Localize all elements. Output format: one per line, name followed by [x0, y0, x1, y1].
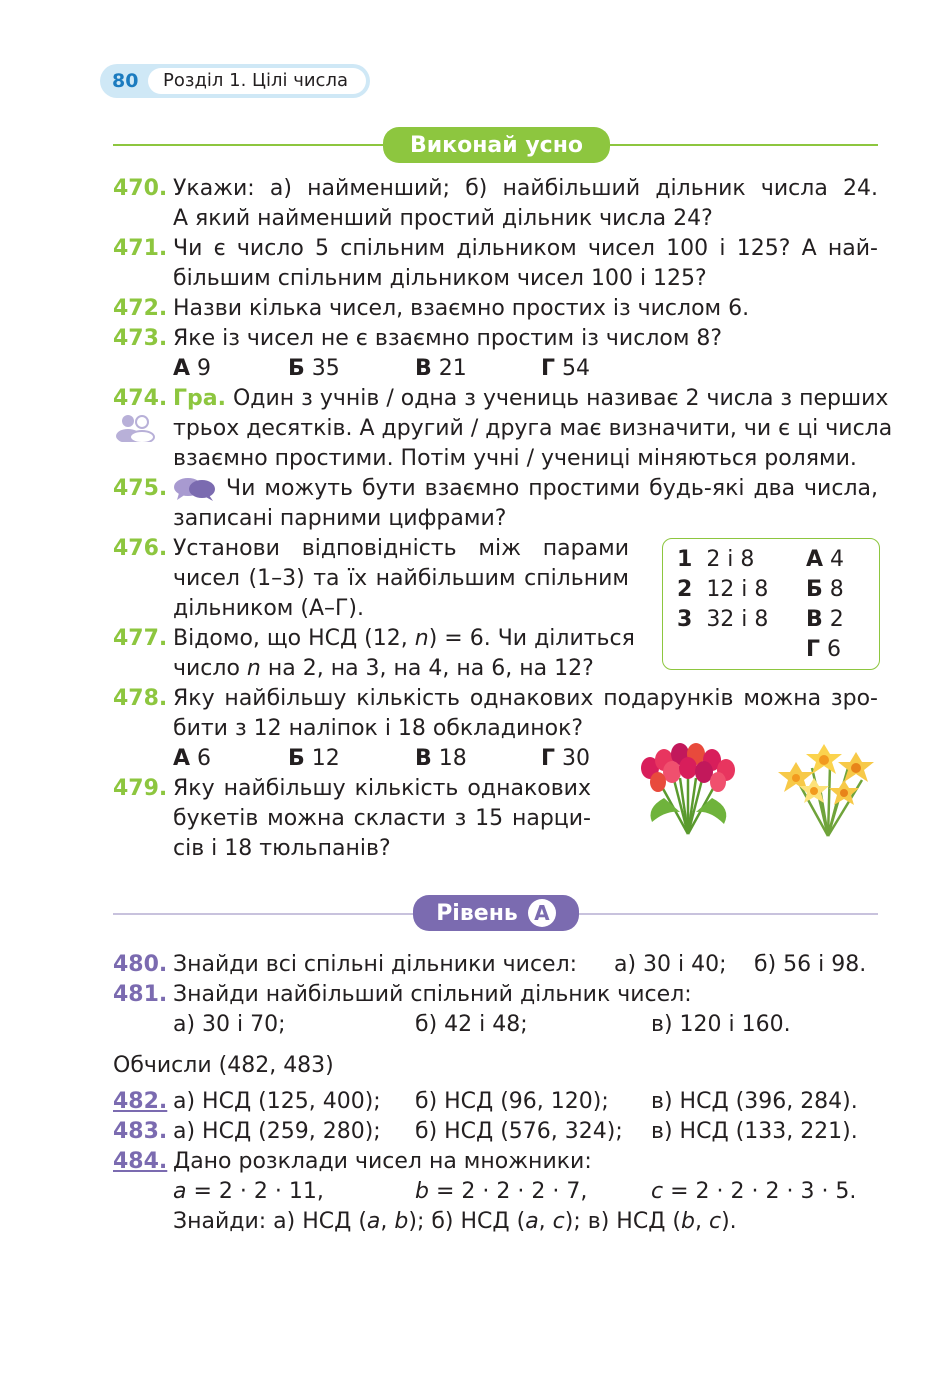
problem-number: 480.: [113, 952, 168, 977]
problem-text: Знайди найбільший спільний дільник чисел:: [173, 982, 692, 1007]
discussion-icon: [173, 477, 217, 501]
problem-text: Назви кілька чисел, взаємно простих із числом 6.: [173, 296, 750, 321]
answer-option: А 9: [173, 356, 212, 381]
problem-number: 472.: [113, 296, 168, 321]
answer-option: Г 54: [541, 356, 591, 381]
problem-part: в) НСД (133, 221).: [651, 1119, 858, 1144]
problem-text: сів і 18 тюльпанів?: [173, 836, 391, 861]
problem-text: Яке із чисел не є взаємно простим із числом 8?: [173, 326, 723, 351]
problem-number: 471.: [113, 236, 168, 261]
problem-text: чисел (1–3) та їх найбільшим спільним: [173, 566, 629, 591]
problem-text: Яку найбільшу кількість однакових подарунків можна зро-: [173, 686, 878, 711]
problem-number: 479.: [113, 776, 168, 801]
match-left-item: 3 32 і 8: [677, 607, 769, 632]
factorization-a: a = 2 · 2 · 11,: [173, 1179, 324, 1204]
problem-number: 482.: [113, 1089, 168, 1114]
problem-text: число n на 2, на 3, на 4, на 6, на 12?: [173, 656, 594, 681]
tulip-bouquet-image: [636, 738, 740, 842]
problem-part: в) НСД (396, 284).: [651, 1089, 858, 1114]
factorization-c: c = 2 · 2 · 2 · 3 · 5.: [651, 1179, 857, 1204]
problem-number: 476.: [113, 536, 168, 561]
problem-part: б) НСД (96, 120);: [415, 1089, 609, 1114]
problem-text: Знайди всі спільні дільники чисел:: [173, 952, 578, 977]
level-badge: А: [528, 899, 556, 927]
match-right-item: А 4: [806, 547, 845, 572]
problem-text: дільником (А–Г).: [173, 596, 364, 621]
match-right-item: Б 8: [806, 577, 844, 602]
problem-part: б) 42 і 48;: [415, 1012, 528, 1037]
answer-option: В 21: [415, 356, 467, 381]
problem-part: б) НСД (576, 324);: [415, 1119, 623, 1144]
problem-text: Чи є число 5 спільним дільником чисел 100 і 125? А най-: [173, 236, 878, 261]
problem-part: а) НСД (259, 280);: [173, 1119, 381, 1144]
problem-text: А який найменший простий дільник числа 24?: [173, 206, 713, 231]
page-number: 80: [112, 70, 139, 92]
problem-text: букетів можна скласти з 15 нарци-: [173, 806, 591, 831]
problem-part: а) НСД (125, 400);: [173, 1089, 381, 1114]
problem-number: 481.: [113, 982, 168, 1007]
daffodil-bouquet-image: [778, 738, 878, 842]
match-left-item: 2 12 і 8: [677, 577, 769, 602]
answer-option: А 6: [173, 746, 212, 771]
answer-option: Б 35: [288, 356, 340, 381]
chapter-title: Розділ 1. Цілі числа: [163, 70, 348, 91]
problem-text: Установи відповідність між парами: [173, 536, 629, 561]
match-left-item: 1 2 і 8: [677, 547, 755, 572]
problem-text: бити з 12 наліпок і 18 обкладинок?: [173, 716, 584, 741]
problem-number: 483.: [113, 1119, 168, 1144]
problem-part: а) 30 і 40;: [614, 952, 727, 977]
problem-part: б) 56 і 98.: [754, 952, 867, 977]
match-right-item: В 2: [806, 607, 844, 632]
match-right-item: Г 6: [806, 637, 842, 662]
problem-text: записані парними цифрами?: [173, 506, 507, 531]
problem-number: 470.: [113, 176, 168, 201]
problem-part: а) 30 і 70;: [173, 1012, 286, 1037]
pair-work-icon: [114, 412, 158, 442]
problem-number: 473.: [113, 326, 168, 351]
problem-text: Гра. Один з учнів / одна з учениць називає 2 числа з перших: [173, 386, 889, 411]
factorization-b: b = 2 · 2 · 2 · 7,: [415, 1179, 588, 1204]
section-banner-oral: Виконай усно: [383, 127, 610, 163]
subheading: Обчисли (482, 483): [113, 1053, 334, 1078]
problem-text: трьох десятків. А другий / друга має визначити, чи є ці числа: [173, 416, 893, 441]
problem-number: 484.: [113, 1149, 168, 1174]
problem-number: 475.: [113, 476, 168, 501]
answer-option: Г 30: [541, 746, 591, 771]
problem-text: більшим спільним дільником чисел 100 і 125?: [173, 266, 707, 291]
problem-text: Чи можуть бути взаємно простими будь-які два числа,: [226, 476, 878, 501]
problem-part: в) 120 і 160.: [651, 1012, 791, 1037]
problem-text: Відомо, що НСД (12, n) = 6. Чи ділиться: [173, 626, 635, 651]
game-label: Гра.: [173, 386, 226, 411]
problem-number: 478.: [113, 686, 168, 711]
problem-number: 474.: [113, 386, 168, 411]
problem-number: 477.: [113, 626, 168, 651]
section-banner-level: [413, 895, 579, 931]
answer-option: В 18: [415, 746, 467, 771]
problem-text: Знайди: а) НСД (a, b); б) НСД (a, c); в) НСД (b, c).: [173, 1209, 737, 1234]
problem-text: Дано розклади чисел на множники:: [173, 1149, 592, 1174]
level-title: Рівень: [436, 900, 518, 926]
problem-text: Укажи: а) найменший; б) найбільший дільник числа 24.: [173, 176, 878, 201]
answer-option: Б 12: [288, 746, 340, 771]
problem-text: Яку найбільшу кількість однакових: [173, 776, 591, 801]
problem-text: взаємно простими. Потім учні / учениці міняються ролями.: [173, 446, 857, 471]
